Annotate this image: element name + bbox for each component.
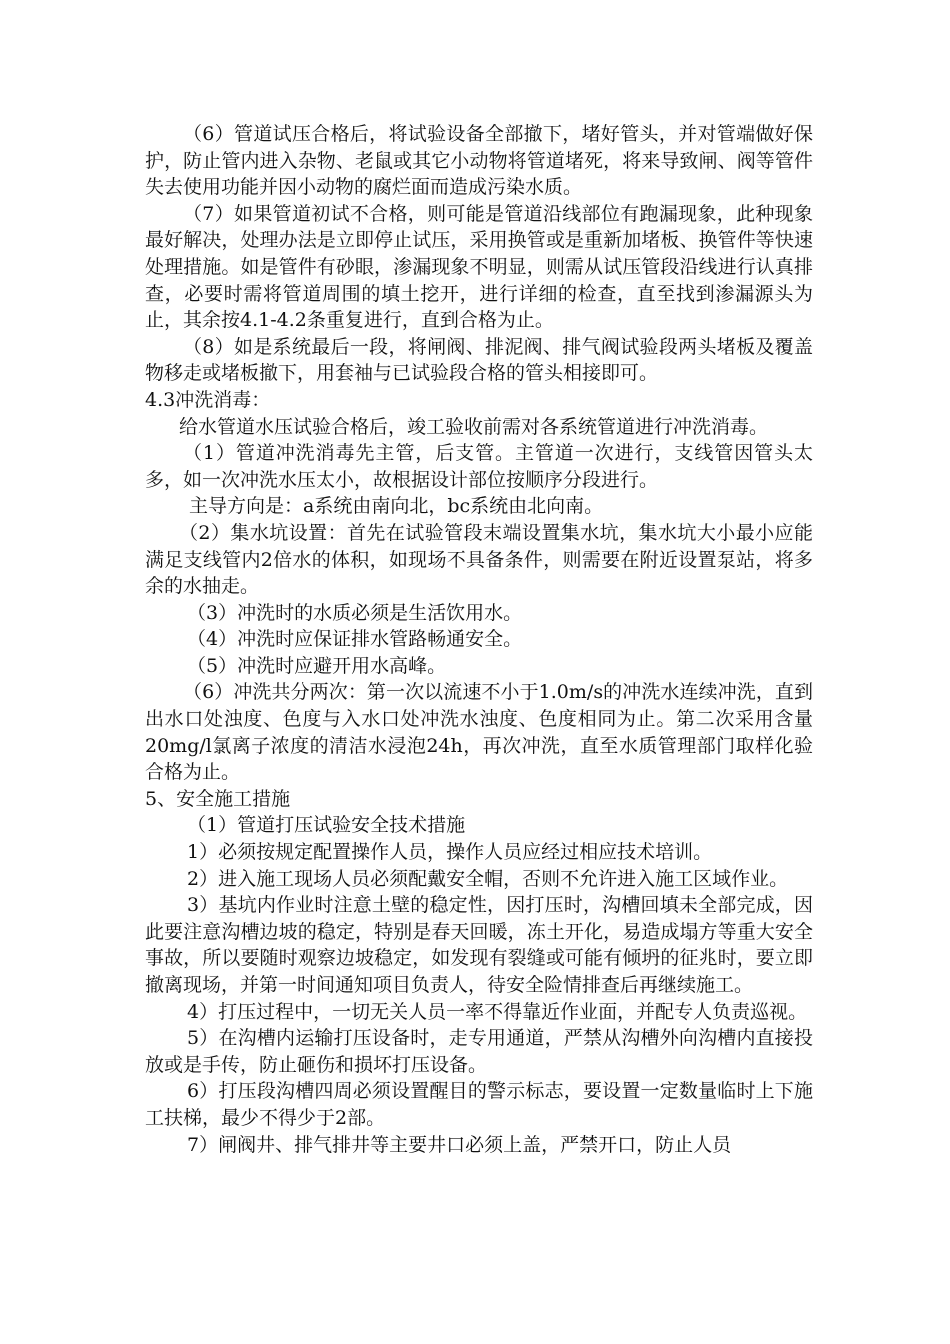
paragraph: 给水管道水压试验合格后，竣工验收前需对各系统管道进行冲洗消毒。 bbox=[179, 415, 769, 438]
list-item: 3）基坑内作业时注意土壁的稳定性，因打压时，沟槽回填未全部完成，因此要注意沟槽边坡的稳定，特别是春天回暖，冻土开化，易造成塌方等重大安全事故，所以要随时观察边坡稳定，如发现有裂缝或可能有倾坍的征兆时，要立即撤离现场，并第一时间通知项目负责人，待安全险情排查后再继续施工。 bbox=[145, 894, 813, 996]
paragraph: 主导方向是：a系统由南向北，bc系统由北向南。 bbox=[189, 495, 604, 518]
subsection-heading: （1）管道打压试验安全技术措施 bbox=[187, 814, 466, 837]
paragraph: （1）管道冲洗消毒先主管，后支管。主管道一次进行，支线管因管头太多，如一次冲洗水压太小，故根据设计部位按顺序分段进行。 bbox=[145, 442, 813, 491]
paragraph: （6）冲洗共分两次：第一次以流速不小于1.0m/s的冲洗水连续冲洗，直到出水口处浊度、色度与入水口处冲洗水浊度、色度相同为止。第二次采用含量20mg/l氯离子浓度的清洁水浸泡24h，再次冲洗，直至水质管理部门取样化验合格为止。 bbox=[145, 681, 813, 784]
paragraph: （7）如果管道初试不合格，则可能是管道沿线部位有跑漏现象，此种现象最好解决，处理办法是立即停止试压，采用换管或是重新加堵板、换管件等快速处理措施。如是管件有砂眼，渗漏现象不明显，则需从试压管段沿线进行认真排查，必要时需将管道周围的填土挖开，进行详细的检查，直至找到渗漏源头为止，其余按4.1-4.2条重复进行，直到合格为止。 bbox=[145, 202, 813, 332]
paragraph: （6）管道试压合格后，将试验设备全部撤下，堵好管头，并对管端做好保护，防止管内进入杂物、老鼠或其它小动物将管道堵死，将来导致闸、阀等管件失去使用功能并因小动物的腐烂面而造成污染水质。 bbox=[145, 123, 813, 199]
list-item: 5）在沟槽内运输打压设备时，走专用通道，严禁从沟槽外向沟槽内直接投放或是手传，防止砸伤和损坏打压设备。 bbox=[145, 1027, 813, 1076]
list-item: 1）必须按规定配置操作人员，操作人员应经过相应技术培训。 bbox=[187, 841, 713, 864]
list-item: 7）闸阀井、排气排井等主要井口必须上盖，严禁开口，防止人员 bbox=[187, 1133, 732, 1156]
section-heading: 4.3冲洗消毒： bbox=[145, 388, 271, 411]
paragraph: （5）冲洗时应避开用水高峰。 bbox=[187, 654, 447, 677]
list-item: 4）打压过程中，一切无关人员一率不得靠近作业面，并配专人负责巡视。 bbox=[187, 1000, 808, 1023]
section-heading: 5、安全施工措施 bbox=[145, 787, 291, 810]
paragraph: （4）冲洗时应保证排水管路畅通安全。 bbox=[187, 628, 523, 651]
paragraph: （3）冲洗时的水质必须是生活饮用水。 bbox=[187, 601, 523, 624]
list-item: 6）打压段沟槽四周必须设置醒目的警示标志，要设置一定数量临时上下施工扶梯，最少不得少于2部。 bbox=[145, 1080, 813, 1129]
paragraph: （8）如是系统最后一段，将闸阀、排泥阀、排气阀试验段两头堵板及覆盖物移走或堵板撤下，用套袖与已试验段合格的管头相接即可。 bbox=[145, 335, 813, 385]
paragraph: （2）集水坑设置：首先在试验管段末端设置集水坑，集水坑大小最小应能满足支线管内2倍水的体积，如现场不具备条件，则需要在附近设置泵站，将多余的水抽走。 bbox=[145, 521, 813, 598]
list-item: 2）进入施工现场人员必须配戴安全帽，否则不允许进入施工区域作业。 bbox=[187, 867, 789, 890]
body-text bbox=[145, 121, 813, 1158]
